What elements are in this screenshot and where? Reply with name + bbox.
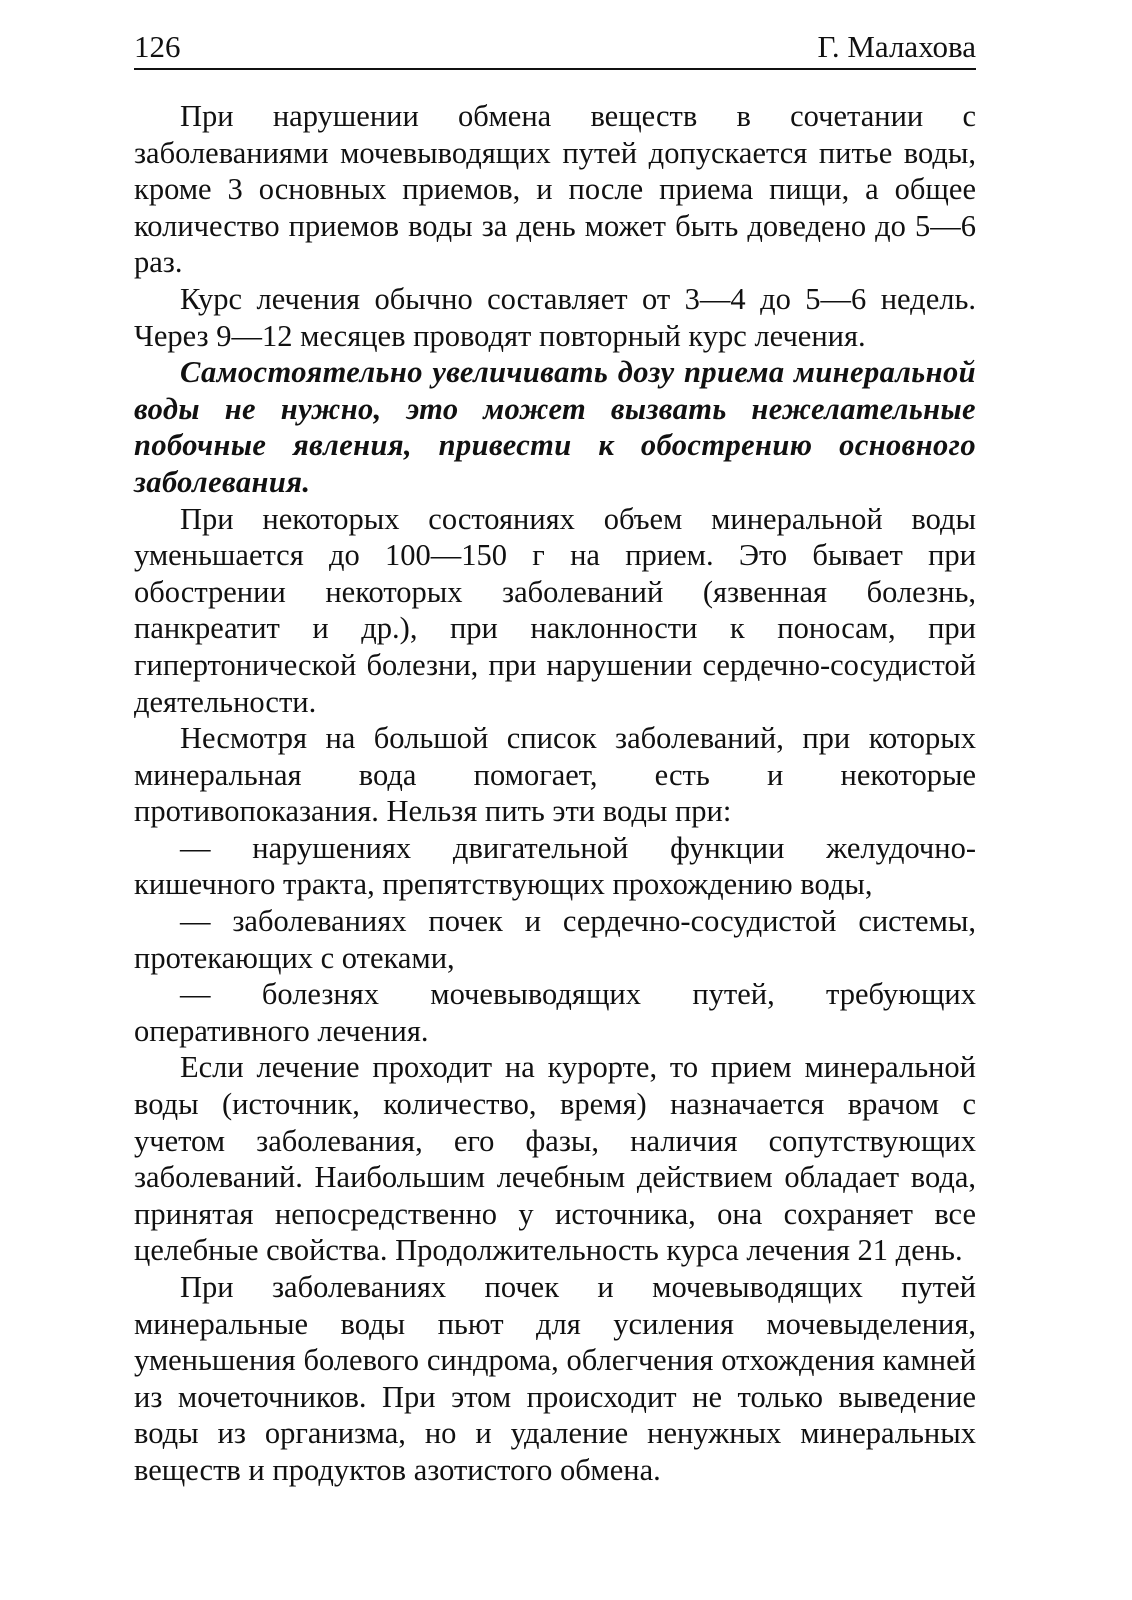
paragraph-warning: Самостоятельно увеличивать дозу приема минеральной воды не нужно, это может вызвать нежелательные побочные явления, привести к обострению основного заболевания. [134,355,976,499]
paragraph-kidney-diseases: При заболеваниях почек и мочевыводящих путей минеральные воды пьют для усиления мочевыделения, уменьшения болевого синдрома, облегчения отхождения камней из мочеточников. При этом происходит не только выведение воды из организма, но и удаление ненужных минеральных веществ и продуктов азотистого обмена. [134,1270,976,1487]
book-page [134,28,976,1489]
paragraph-reduced-volume: При некоторых состояниях объем минеральной воды уменьшается до 100—150 г на прием. Это бывает при обострении некоторых заболеваний (язвенная болезнь, панкреатит и др.), при наклонности к поносам, при гипертонической болезни, при нарушении сердечно-сосудистой деятельности. [134,501,976,719]
paragraph-course-duration: Курс лечения обычно составляет от 3—4 до 5—6 недель. Через 9—12 месяцев проводят повторный курс лечения. [134,281,976,353]
paragraph-metabolism: При нарушении обмена веществ в сочетании с заболеваниями мочевыводящих путей допускается питье воды, кроме 3 основных приемов, и после приема пищи, а общее количество приемов воды за день может быть доведено до 5—6 раз. [134,99,976,280]
list-item-kidney-disease: — заболеваниях почек и сердечно-сосудистой системы, протекающих с отеками, [134,904,976,975]
author-name: Г. Малахова [817,29,976,64]
body-text [134,98,976,1489]
list-item-urinary-surgery: — болезнях мочевыводящих путей, требующих оперативного лечения. [134,977,976,1048]
paragraph-contraindications-intro: Несмотря на большой список заболеваний, при которых минеральная вода помогает, есть и некоторые противопоказания. Нельзя пить эти воды при: [134,721,976,829]
paragraph-resort-treatment: Если лечение проходит на курорте, то прием минеральной воды (источник, количество, время) назначается врачом с учетом заболевания, его фазы, наличия сопутствующих заболеваний. Наибольшим лечебным действием обладает вода, принятая непосредственно у источника, она сохраняет все целебные свойства. Продолжительность курса лечения 21 день. [134,1050,976,1268]
running-head [134,28,976,70]
list-item-motor-function: — нарушениях двигательной функции желудочно-кишечного тракта, препятствующих прохождению воды, [134,830,976,902]
page-number: 126 [134,29,181,64]
